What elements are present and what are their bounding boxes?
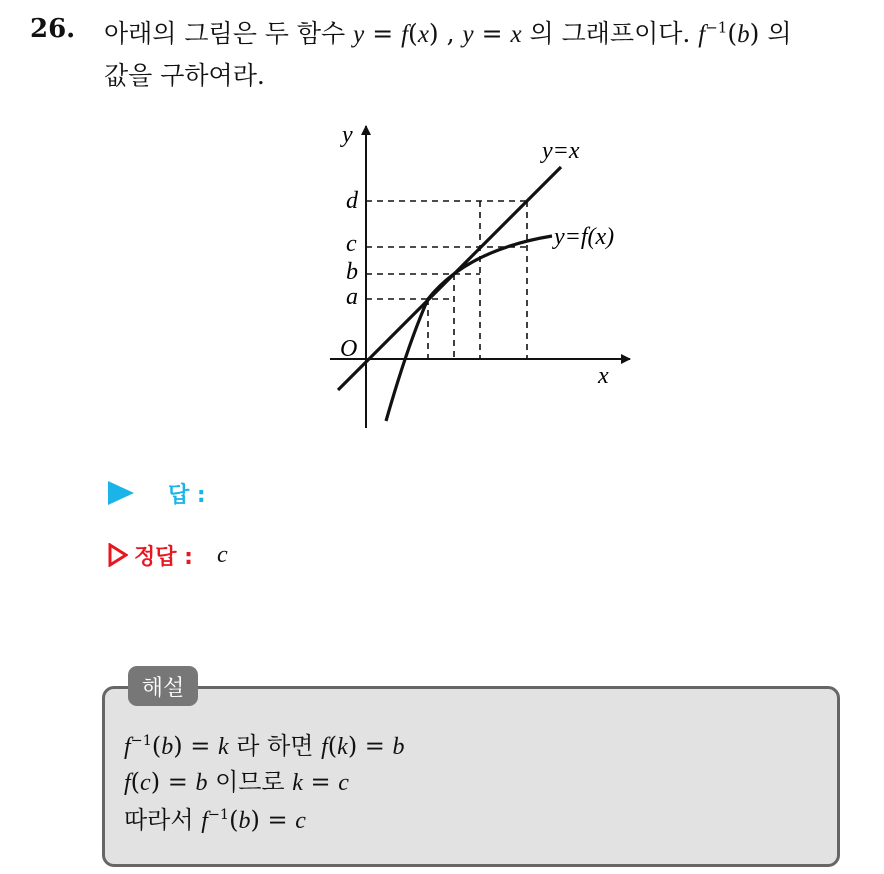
line-label: y=x: [542, 138, 580, 164]
correct-answer-row: [108, 538, 228, 572]
solution-line-2: f(c) = b 이므로 k = c: [124, 768, 349, 796]
question-text-line-2: 값을 구하여라.: [104, 61, 265, 90]
correct-answer-label: 정답 :: [134, 544, 193, 570]
answer-label: 답 :: [168, 482, 206, 508]
correct-answer-value: c: [216, 541, 228, 568]
filled-triangle-icon: [108, 481, 134, 505]
y-axis-label: y: [342, 122, 353, 148]
curve-label: y=f(x): [554, 224, 615, 250]
curve-y-equals-f-of-x: [386, 236, 552, 421]
solution-tab: 해설: [128, 666, 198, 706]
tick-label-b: b: [346, 259, 358, 285]
question-number: 26.: [30, 14, 76, 44]
x-axis-label: x: [598, 363, 609, 389]
solution-line-3: 따라서 $f^{-1}(b) = c$: [124, 806, 306, 834]
function-graph: [322, 118, 642, 436]
solution-line-1: $f^{-1}(b) = k$ 라 하면 f(k) = b: [124, 732, 405, 760]
tick-label-d: d: [346, 188, 358, 214]
question-text-line-1: 아래의 그림은 두 함수 y = f(x) , y = x 의 그래프이다. $f^{-1}(b)$ 의: [104, 18, 792, 48]
tick-label-a: a: [346, 284, 358, 310]
origin-label: O: [340, 336, 358, 362]
outline-triangle-icon: [108, 543, 128, 567]
tick-label-c: c: [346, 231, 357, 257]
answer-row: [108, 476, 206, 510]
